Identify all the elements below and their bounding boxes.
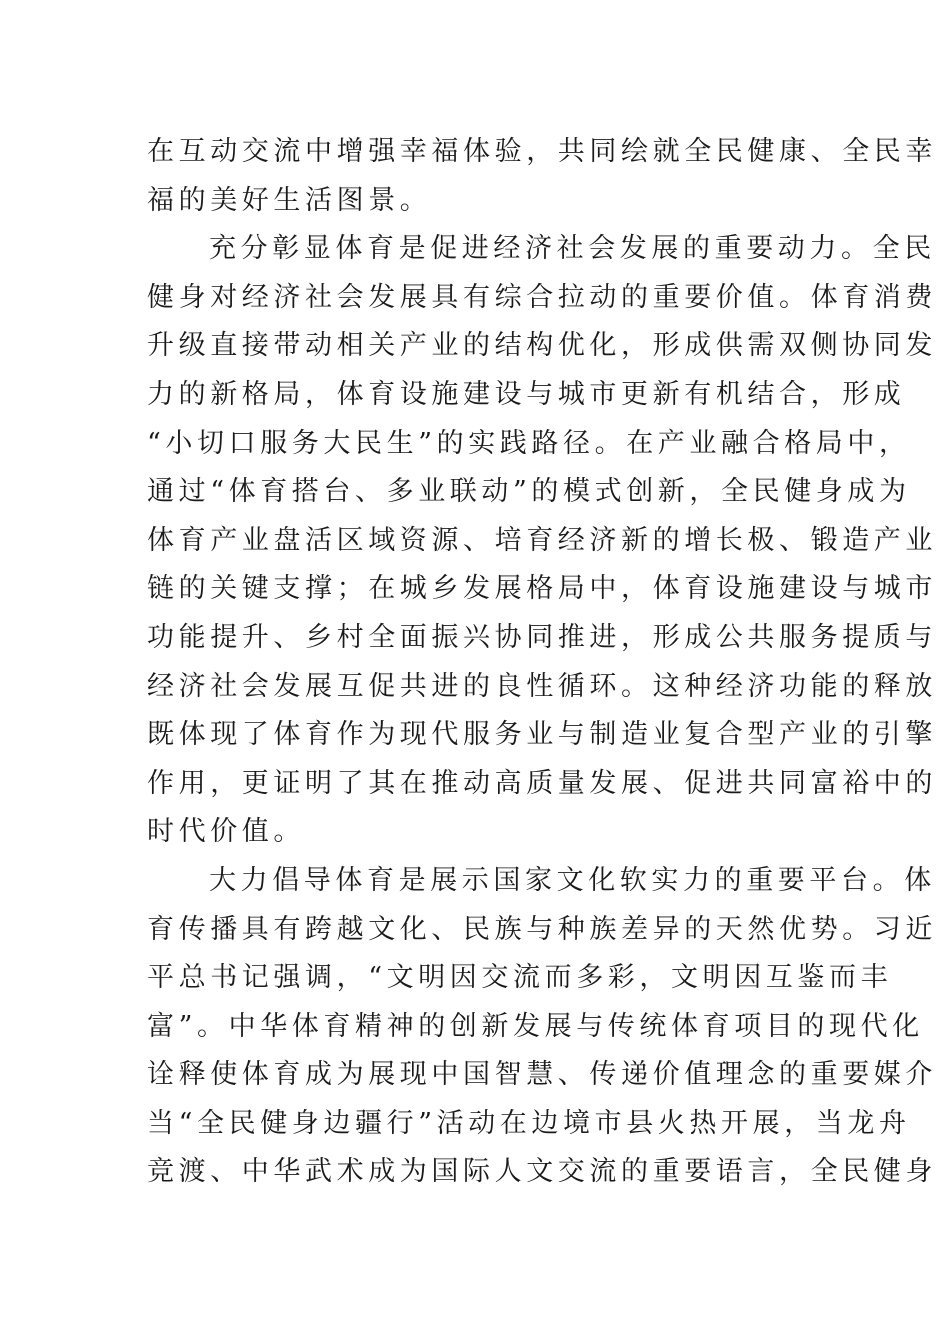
text-line: 既体现了体育作为现代服务业与制造业复合型产业的引擎 xyxy=(147,719,937,751)
text-line: 竞渡、中华武术成为国际人文交流的重要语言，全民健身 xyxy=(147,1156,937,1188)
text-line: 诠释使体育成为展现中国智慧、传递价值理念的重要媒介 xyxy=(147,1059,937,1091)
text-line: 育传播具有跨越文化、民族与种族差异的天然优势。习近 xyxy=(147,913,937,945)
text-line: 经济社会发展互促共进的良性循环。这种经济功能的释放 xyxy=(147,670,937,702)
text-line: 在互动交流中增强幸福体验，共同绘就全民健康、全民幸 xyxy=(147,136,937,167)
text-line: 作用，更证明了其在推动高质量发展、促进共同富裕中的 xyxy=(147,767,937,799)
text-line: 当“全民健身边疆行”活动在边境市县火热开展，当龙舟 xyxy=(147,1107,911,1139)
paragraph-first-line: 大力倡导体育是展示国家文化软实力的重要平台。体 xyxy=(209,864,936,896)
text-line: 平总书记强调，“文明因交流而多彩，文明因互鉴而丰 xyxy=(147,962,893,994)
text-line: 功能提升、乡村全面振兴协同推进，形成公共服务提质与 xyxy=(147,621,937,653)
text-line: 健身对经济社会发展具有综合拉动的重要价值。体育消费 xyxy=(147,281,937,313)
text-line: 体育产业盘活区域资源、培育经济新的增长极、锻造产业 xyxy=(147,524,937,556)
text-line: 力的新格局，体育设施建设与城市更新有机结合，形成 xyxy=(147,378,906,410)
text-line: 时代价值。 xyxy=(147,816,305,848)
text-line: 升级直接带动相关产业的结构优化，形成供需双侧协同发 xyxy=(147,330,937,362)
text-line: 链的关键支撑；在城乡发展格局中，体育设施建设与城市 xyxy=(147,573,937,605)
text-line: 通过“体育搭台、多业联动”的模式创新，全民健身成为 xyxy=(147,476,911,508)
paragraph-first-line: 充分彰显体育是促进经济社会发展的重要动力。全民 xyxy=(209,233,936,265)
text-line: 富”。中华体育精神的创新发展与传统体育项目的现代化 xyxy=(147,1010,924,1042)
text-line: 福的美好生活图景。 xyxy=(147,184,432,216)
text-line: “小切口服务大民生”的实践路径。在产业融合格局中， xyxy=(147,427,911,459)
document-body xyxy=(147,128,937,1197)
